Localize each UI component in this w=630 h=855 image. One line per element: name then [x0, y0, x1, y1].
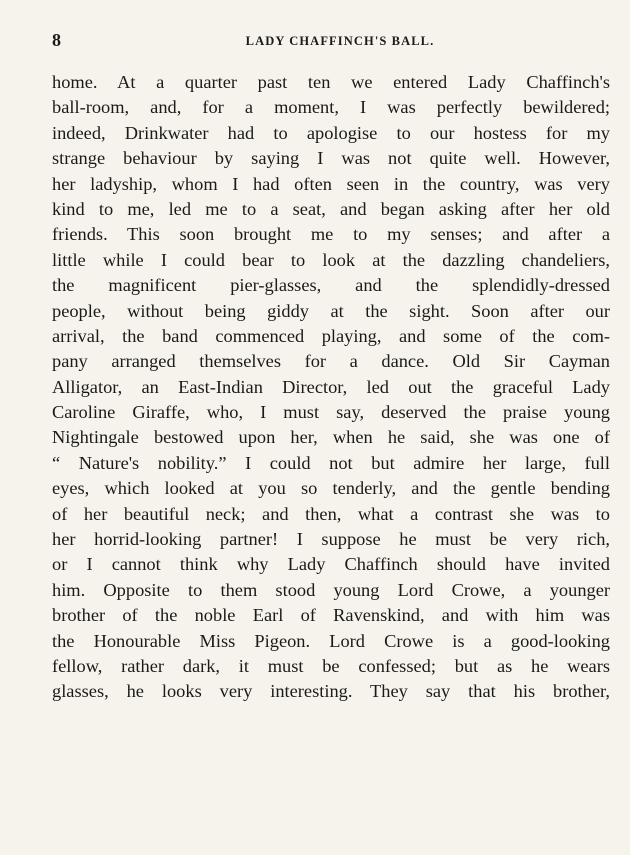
text-line: Alligator, an East-Indian Director, led out the graceful Lady: [52, 376, 610, 397]
text-line: or I cannot think why Lady Chaffinch should have invited: [52, 554, 610, 575]
text-line: her horrid-looking partner! I suppose he must be very rich,: [52, 529, 610, 550]
text-line: people, without being giddy at the sight. Soon after our: [52, 300, 610, 321]
text-line: pany arranged themselves for a dance. Old Sir Cayman: [52, 351, 610, 372]
text-line: arrival, the band commenced playing, and some of the com-: [52, 325, 610, 346]
running-head: [52, 30, 610, 50]
text-line: the Honourable Miss Pigeon. Lord Crowe is a good-looking: [52, 630, 610, 651]
text-line: Nightingale bestowed upon her, when he said, she was one of: [52, 427, 610, 448]
text-line: indeed, Drinkwater had to apologise to our hostess for my: [52, 122, 610, 143]
text-line: him. Opposite to them stood young Lord Crowe, a younger: [52, 579, 610, 600]
text-line: strange behaviour by saying I was not quite well. However,: [52, 148, 610, 169]
running-title: LADY CHAFFINCH'S BALL.: [245, 34, 435, 48]
text-line: glasses, he looks very interesting. They say that his brother,: [52, 681, 610, 702]
text-line: friends. This soon brought me to my senses; and after a: [52, 224, 610, 245]
page-number: 8: [52, 30, 61, 50]
text-line: “ Nature's nobility.” I could not but admire her large, full: [52, 452, 610, 473]
text-line: her ladyship, whom I had often seen in the country, was very: [52, 173, 610, 194]
text-line: of her beautiful neck; and then, what a contrast she was to: [52, 503, 610, 524]
text-line: kind to me, led me to a seat, and began asking after her old: [52, 198, 610, 219]
body-text: [52, 70, 610, 705]
text-line: ball-room, and, for a moment, I was perfectly bewildered;: [52, 97, 610, 118]
text-line: eyes, which looked at you so tenderly, and the gentle bending: [52, 478, 610, 499]
text-line: home. At a quarter past ten we entered Lady Chaffinch's: [52, 72, 610, 92]
text-line: fellow, rather dark, it must be confessed; but as he wears: [52, 655, 610, 676]
text-line: Caroline Giraffe, who, I must say, deserved the praise young: [52, 402, 610, 423]
text-line: brother of the noble Earl of Ravenskind, and with him was: [52, 605, 610, 626]
text-line: the magnificent pier-glasses, and the splendidly-dressed: [52, 275, 610, 296]
text-line: little while I could bear to look at the dazzling chandeliers,: [52, 249, 610, 270]
